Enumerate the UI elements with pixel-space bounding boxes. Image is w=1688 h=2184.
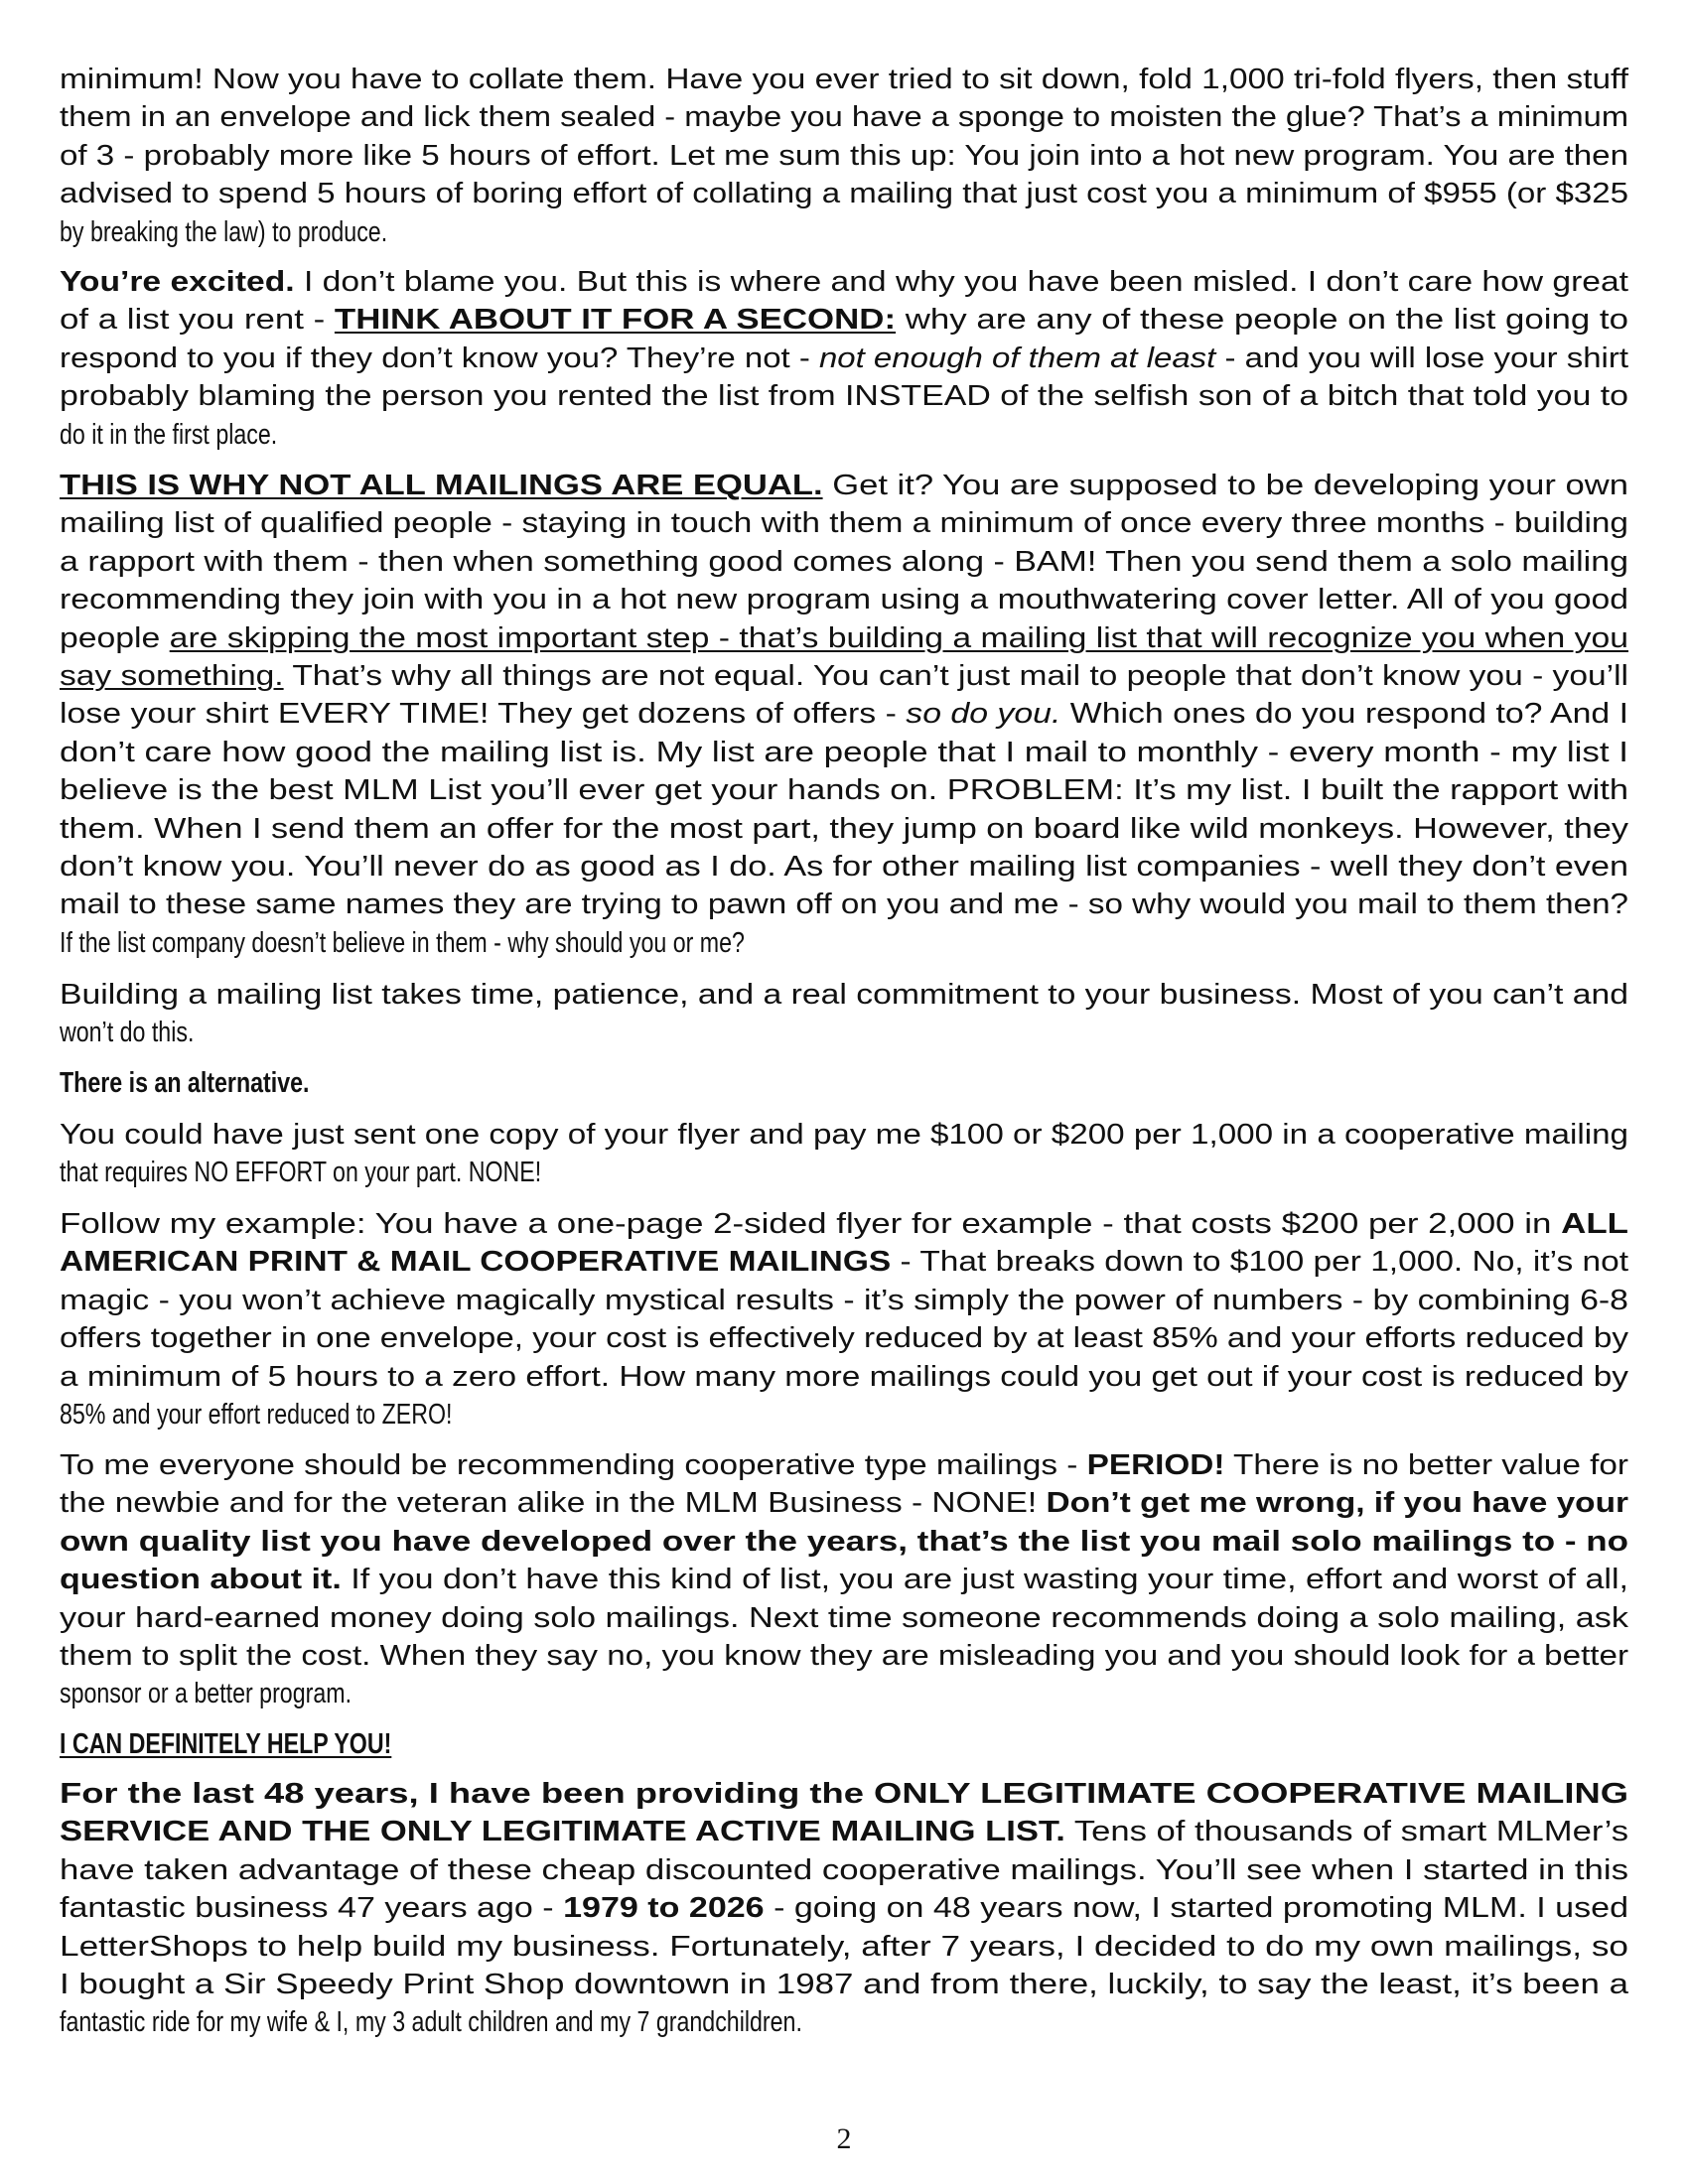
text-line bbox=[60, 1561, 1628, 1598]
text-line bbox=[60, 1446, 1628, 1484]
text-run-i: so do you. bbox=[906, 698, 1061, 731]
text-line bbox=[60, 1599, 1628, 1637]
text-run: To me everyone should be recommending cooperative type mailings - bbox=[60, 1449, 1087, 1481]
paragraph-p9 bbox=[60, 1725, 1628, 1763]
text-line bbox=[60, 1014, 1628, 1051]
text-run: - That breaks down to $100 per 1,000. No, it’s not bbox=[891, 1246, 1628, 1279]
paragraph-p8 bbox=[60, 1446, 1628, 1713]
text-line bbox=[60, 1775, 1628, 1813]
text-line bbox=[60, 657, 1628, 695]
text-run-i: not enough of them at least bbox=[818, 341, 1216, 374]
text-line bbox=[60, 98, 1628, 136]
text-line bbox=[60, 771, 1628, 809]
text-run: I don’t blame you. But this is where and why you have been misled. I don’t care how great bbox=[294, 266, 1628, 298]
text-run: I bought a Sir Speedy Print Shop downtown in 1987 and from there, luckily, to say the least, it’s been a bbox=[60, 1968, 1628, 2000]
paragraph-p4 bbox=[60, 976, 1628, 1052]
paragraph-p7 bbox=[60, 1205, 1628, 1433]
text-line bbox=[60, 1813, 1628, 1850]
text-run: Tens of thousands of smart MLMer’s bbox=[1064, 1816, 1628, 1848]
text-run: - and you will lose your shirt bbox=[1215, 341, 1628, 374]
text-line bbox=[60, 1484, 1628, 1522]
text-run: fantastic business 47 years ago - bbox=[60, 1892, 564, 1925]
text-run: that requires NO EFFORT on your part. NONE! bbox=[60, 1157, 542, 1189]
text-run: the newbie and for the veteran alike in the MLM Business - NONE! bbox=[60, 1487, 1047, 1520]
text-line bbox=[60, 1725, 1628, 1763]
text-run: of a list you rent - bbox=[60, 304, 335, 337]
text-line bbox=[60, 1154, 1628, 1191]
paragraph-p10 bbox=[60, 1775, 1628, 2042]
text-line bbox=[60, 1358, 1628, 1396]
text-run: magic - you won’t achieve magically mystical results - it’s simply the power of numbers - by combining 6-8 bbox=[60, 1284, 1628, 1316]
text-run-b: There is an alternative. bbox=[60, 1067, 310, 1099]
text-line bbox=[60, 848, 1628, 886]
text-run: recommending they join with you in a hot new program using a mouthwatering cover letter. All of you good bbox=[60, 584, 1629, 616]
page-number: 2 bbox=[836, 2122, 852, 2155]
text-run: by breaking the law) to produce. bbox=[60, 215, 388, 248]
text-run: people bbox=[60, 621, 170, 654]
text-run: If you don’t have this kind of list, you are just wasting your time, effort and worst of all, bbox=[341, 1564, 1628, 1596]
text-run: minimum! Now you have to collate them. Have you ever tried to sit down, fold 1,000 tri-fold flyers, then stuff bbox=[60, 64, 1629, 95]
text-run: advised to spend 5 hours of boring effort of collating a mailing that just cost you a minimum of $955 (or $325 bbox=[60, 178, 1628, 210]
text-line bbox=[60, 543, 1628, 581]
paragraph-p6 bbox=[60, 1116, 1628, 1192]
text-run: Get it? You are supposed to be developing your own bbox=[822, 470, 1628, 501]
text-run: them in an envelope and lick them sealed - maybe you have a sponge to moisten the glue? That’s a minimum bbox=[60, 101, 1628, 134]
text-run: offers together in one envelope, your cost is effectively reduced by at least 85% and your efforts reduced by bbox=[60, 1322, 1628, 1355]
paragraph-p1 bbox=[60, 61, 1628, 251]
text-run: won’t do this. bbox=[60, 1017, 195, 1049]
text-line bbox=[60, 416, 1628, 454]
text-line bbox=[60, 1319, 1628, 1357]
text-run-b-u: I CAN DEFINITELY HELP YOU! bbox=[60, 1728, 392, 1760]
text-line bbox=[60, 213, 1628, 251]
paragraph-p2 bbox=[60, 263, 1628, 454]
text-line bbox=[60, 61, 1628, 98]
text-run: Follow my example: You have a one-page 2-sided flyer for example - that costs $200 per 2,000 in bbox=[60, 1208, 1562, 1240]
paragraph-p3 bbox=[60, 467, 1628, 962]
text-run: lose your shirt EVERY TIME! They get dozens of offers - bbox=[60, 698, 907, 731]
text-run: a minimum of 5 hours to a zero effort. How many more mailings could you get out if your cost is reduced by bbox=[60, 1360, 1629, 1393]
text-line bbox=[60, 1243, 1628, 1281]
text-line bbox=[60, 886, 1628, 923]
text-run: believe is the best MLM List you’ll ever get your hands on. PROBLEM: It’s my list. I built the rapport with bbox=[60, 774, 1628, 807]
text-run: Building a mailing list takes time, patience, and a real commitment to your business. Most of you can’t and bbox=[60, 979, 1628, 1011]
text-line bbox=[60, 619, 1628, 657]
text-run: why are any of these people on the list going to bbox=[896, 304, 1628, 337]
text-run: mailing list of qualified people - staying in touch with them a minimum of once every three months - building bbox=[60, 507, 1628, 540]
text-line bbox=[60, 467, 1628, 504]
text-line bbox=[60, 301, 1628, 339]
text-run: your hard-earned money doing solo mailings. Next time someone recommends doing a solo mailing, ask bbox=[60, 1601, 1628, 1634]
text-line bbox=[60, 504, 1628, 542]
text-line bbox=[60, 2003, 1628, 2041]
text-run: don’t know you. You’ll never do as good as I do. As for other mailing list companies - well they don’t even bbox=[60, 850, 1628, 883]
text-line bbox=[60, 924, 1628, 962]
text-run: of 3 - probably more like 5 hours of effort. Let me sum this up: You join into a hot new program. You are then bbox=[60, 139, 1628, 172]
text-line bbox=[60, 1637, 1628, 1675]
text-run: do it in the first place. bbox=[60, 418, 278, 451]
text-run-b: 1979 to 2026 bbox=[563, 1892, 765, 1925]
text-run: have taken advantage of these cheap discounted cooperative mailings. You’ll see when I started in this bbox=[60, 1853, 1628, 1886]
text-run-u: say something. bbox=[60, 659, 284, 692]
text-line bbox=[60, 1966, 1628, 2003]
text-run-b: PERIOD! bbox=[1086, 1449, 1225, 1481]
text-line bbox=[60, 1205, 1628, 1243]
text-line bbox=[60, 976, 1628, 1014]
text-run-u: are skipping the most important step - that’s building a mailing list that will recognize you when you bbox=[169, 621, 1628, 654]
text-run-b: For the last 48 years, I have been providing the ONLY LEGITIMATE COOPERATIVE MAILING bbox=[60, 1778, 1628, 1810]
text-run-b: Don’t get me wrong, if you have your bbox=[1046, 1487, 1628, 1520]
text-run: Which ones do you respond to? And I bbox=[1060, 698, 1629, 731]
text-line bbox=[60, 377, 1628, 415]
text-run-b: SERVICE AND THE ONLY LEGITIMATE ACTIVE MAILING LIST. bbox=[60, 1816, 1065, 1848]
text-line bbox=[60, 1116, 1628, 1154]
text-run-b: AMERICAN PRINT & MAIL COOPERATIVE MAILINGS bbox=[60, 1246, 892, 1279]
text-line bbox=[60, 340, 1628, 377]
text-line bbox=[60, 810, 1628, 848]
text-run: sponsor or a better program. bbox=[60, 1678, 352, 1710]
text-run: If the list company doesn’t believe in them - why should you or me? bbox=[60, 926, 745, 959]
text-run: probably blaming the person you rented the list from INSTEAD of the selfish son of a bitch that told you to bbox=[60, 380, 1628, 413]
text-run-b-u: THIS IS WHY NOT ALL MAILINGS ARE EQUAL. bbox=[60, 470, 823, 501]
text-run: fantastic ride for my wife & I, my 3 adult children and my 7 grandchildren. bbox=[60, 2006, 802, 2039]
text-run: them to split the cost. When they say no, you know they are misleading you and you should look for a better bbox=[60, 1639, 1628, 1672]
paragraph-p5 bbox=[60, 1064, 1628, 1102]
text-run: don’t care how good the mailing list is. My list are people that I mail to monthly - every month - my list I bbox=[60, 736, 1628, 768]
text-run: respond to you if they don’t know you? They’re not - bbox=[60, 341, 819, 374]
text-line bbox=[60, 175, 1628, 212]
text-line bbox=[60, 1396, 1628, 1433]
text-run-b-u: THINK ABOUT IT FOR A SECOND: bbox=[334, 304, 897, 337]
text-line bbox=[60, 734, 1628, 771]
text-run: them. When I send them an offer for the most part, they jump on board like wild monkeys. However, they bbox=[60, 812, 1628, 845]
text-line bbox=[60, 1675, 1628, 1712]
text-line bbox=[60, 1889, 1628, 1927]
text-line bbox=[60, 581, 1628, 618]
text-line bbox=[60, 1851, 1628, 1889]
text-run-b: own quality list you have developed over the years, that’s the list you mail solo mailings to - no bbox=[60, 1525, 1628, 1558]
text-line bbox=[60, 695, 1628, 733]
text-run: - going on 48 years now, I started promoting MLM. I used bbox=[764, 1892, 1628, 1925]
text-run-b: You’re excited. bbox=[60, 266, 295, 298]
text-run-b: ALL bbox=[1561, 1208, 1628, 1240]
text-run: mail to these same names they are trying to pawn off on you and me - so why would you mail to them then? bbox=[60, 888, 1629, 921]
text-run-b: question about it. bbox=[60, 1564, 342, 1596]
text-line bbox=[60, 1523, 1628, 1561]
text-run: There is no better value for bbox=[1224, 1449, 1628, 1481]
text-run: LetterShops to help build my business. Fortunately, after 7 years, I decided to do my own mailings, so bbox=[60, 1930, 1628, 1963]
text-run: a rapport with them - then when something good comes along - BAM! Then you send them a solo mailing bbox=[60, 545, 1628, 578]
text-line bbox=[60, 263, 1628, 301]
text-line bbox=[60, 137, 1628, 175]
text-line bbox=[60, 1282, 1628, 1319]
text-run: You could have just sent one copy of your flyer and pay me $100 or $200 per 1,000 in a cooperative mailing bbox=[60, 1119, 1628, 1151]
text-line bbox=[60, 1928, 1628, 1966]
text-run: 85% and your effort reduced to ZERO! bbox=[60, 1398, 453, 1431]
text-line bbox=[60, 1064, 1628, 1102]
text-run: That’s why all things are not equal. You can’t just mail to people that don’t know you - you’ll bbox=[283, 659, 1629, 692]
